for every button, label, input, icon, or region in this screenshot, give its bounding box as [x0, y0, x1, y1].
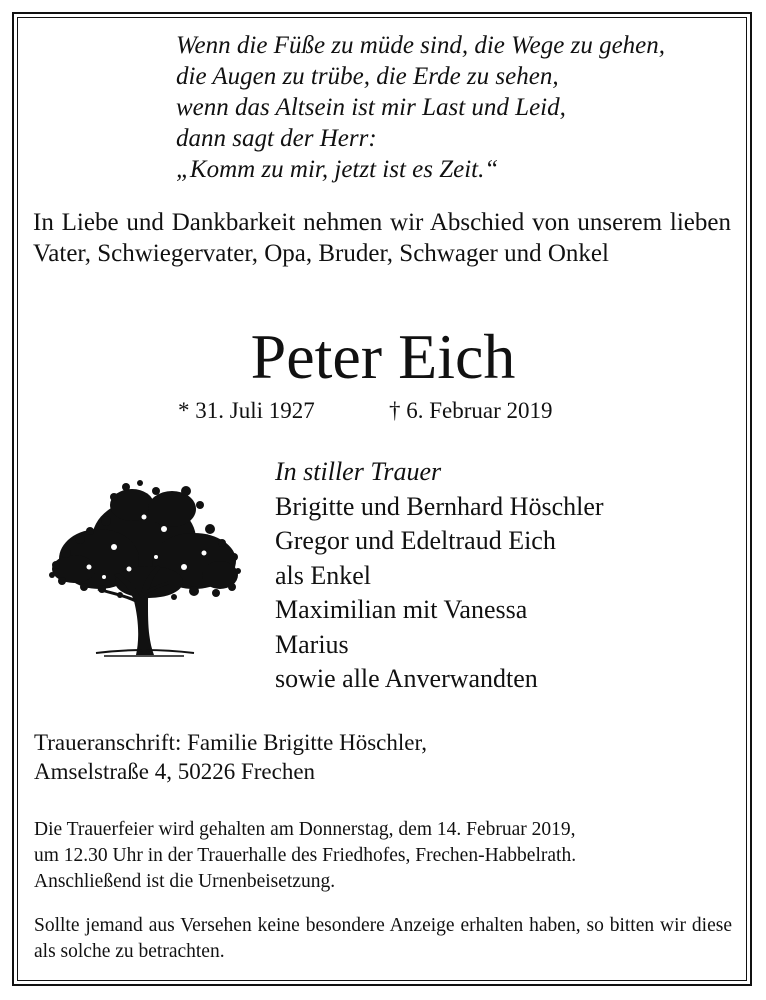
poem-line: die Augen zu trübe, die Erde zu sehen, [176, 63, 559, 90]
tree-icon [44, 477, 244, 657]
poem [176, 30, 665, 185]
mourner-line: Brigitte und Bernhard Höschler [275, 491, 604, 521]
mourner-line: Maximilian mit Vanessa [275, 595, 528, 624]
mourning-address [34, 728, 427, 786]
address-line: Traueranschrift: Familie Brigitte Höschler, [34, 730, 427, 755]
farewell-text: In Liebe und Dankbarkeit nehmen wir Abschied von unserem lieben Vater, Schwiegervater, Opa, Bruder, Schwager und Onkel [33, 209, 731, 267]
closing-note: Sollte jemand aus Versehen keine besondere Anzeige erhalten haben, so bitten wir diese als solche zu betrachten. [34, 915, 732, 962]
death-date: † 6. Februar 2019 [389, 398, 553, 423]
service-line: Anschließend ist die Urnenbeisetzung. [34, 871, 336, 892]
poem-line: „Komm zu mir, jetzt ist es Zeit.“ [176, 156, 499, 183]
poem-line: Wenn die Füße zu müde sind, die Wege zu gehen, [176, 32, 666, 59]
address-line: Amselstraße 4, 50226 Frechen [34, 759, 316, 784]
poem-line: dann sagt der Herr: [176, 125, 377, 152]
mourners-list [275, 455, 604, 697]
service-line: um 12.30 Uhr in der Trauerhalle des Friedhofes, Frechen-Habbelrath. [34, 845, 577, 866]
mourner-line: sowie alle Anverwandten [275, 664, 538, 693]
service-line: Die Trauerfeier wird gehalten am Donnerstag, dem 14. Februar 2019, [34, 819, 576, 840]
mourner-line: als Enkel [275, 560, 372, 590]
mourner-line: Marius [275, 629, 349, 659]
poem-line: wenn das Altsein ist mir Last und Leid, [176, 94, 566, 121]
mourner-line: Gregor und Edeltraud Eich [275, 526, 556, 555]
birth-date: * 31. Juli 1927 [178, 398, 315, 423]
funeral-service-info [34, 817, 734, 895]
mourners-heading: In stiller Trauer [275, 457, 442, 486]
deceased-name: Peter Eich [250, 321, 516, 392]
